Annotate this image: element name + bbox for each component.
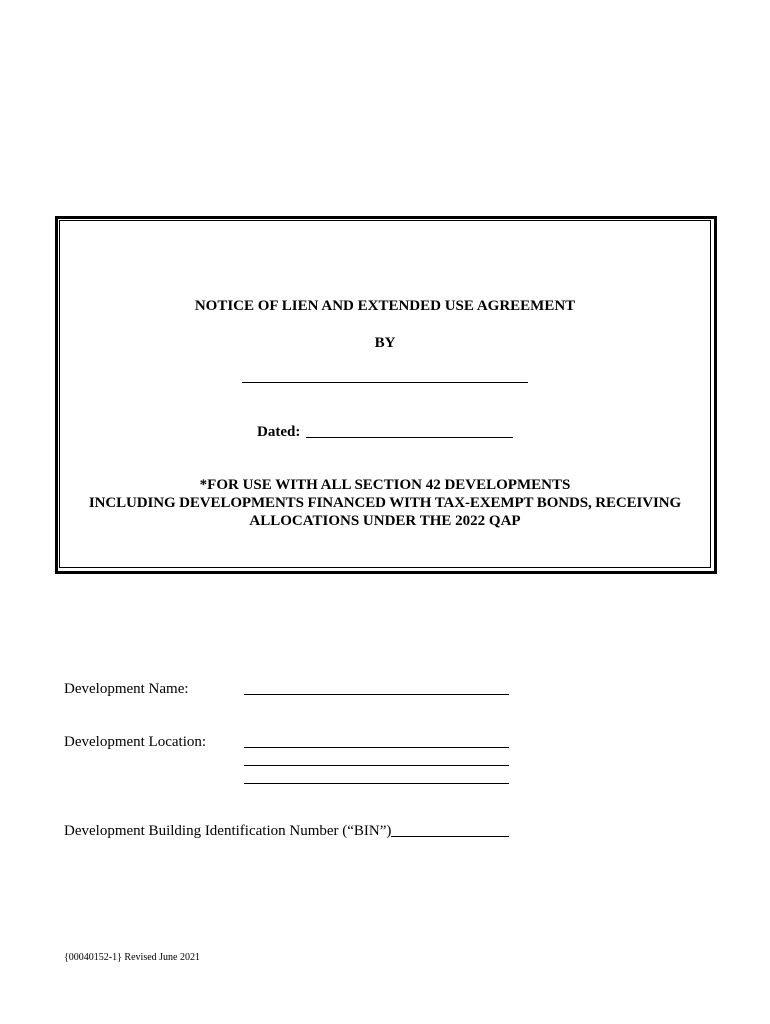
development-location-line-2[interactable]	[244, 765, 509, 766]
development-name-label: Development Name:	[64, 681, 189, 697]
dated-row	[257, 423, 300, 441]
use-note-line-2: INCLUDING DEVELOPMENTS FINANCED WITH TAX-EXEMPT BONDS, RECEIVING	[88, 495, 682, 511]
dated-label: Dated:	[257, 424, 301, 440]
development-location-line-3[interactable]	[244, 783, 509, 784]
grantor-signature-line[interactable]	[242, 382, 528, 383]
bin-line[interactable]	[391, 836, 509, 837]
document-title: NOTICE OF LIEN AND EXTENDED USE AGREEMENT	[194, 298, 576, 314]
dated-line[interactable]	[306, 437, 513, 438]
development-location-label: Development Location:	[64, 734, 207, 750]
by-label: BY	[374, 335, 396, 351]
development-name-line[interactable]	[244, 694, 509, 695]
use-note-line-1: *FOR USE WITH ALL SECTION 42 DEVELOPMENTS	[199, 477, 571, 493]
use-note-line-3: ALLOCATIONS UNDER THE 2022 QAP	[249, 513, 521, 529]
development-location-line-1[interactable]	[244, 747, 509, 748]
bin-label: Development Building Identification Number (“BIN”)	[64, 823, 392, 839]
revision-footer: {00040152-1} Revised June 2021	[64, 952, 200, 963]
